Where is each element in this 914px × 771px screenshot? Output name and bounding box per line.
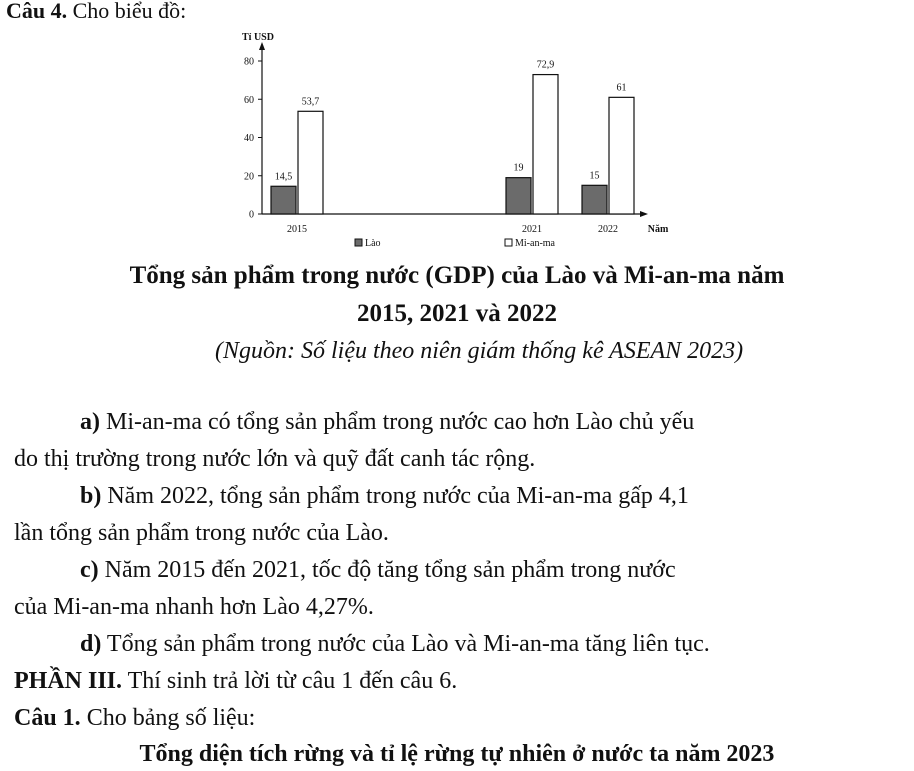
statement-b-label: b) xyxy=(80,483,102,509)
part-3-heading xyxy=(14,668,457,695)
x-tick-label-2015: 2015 xyxy=(287,224,307,235)
x-axis-title: Năm xyxy=(647,224,669,235)
statement-a-line-1 xyxy=(80,409,694,436)
x-tick-label-2021: 2021 xyxy=(522,224,542,235)
statement-a-line-2: do thị trường trong nước lớn và quỹ đất canh tác rộng. xyxy=(14,446,536,472)
question-1-heading xyxy=(14,705,255,732)
y-axis-arrow xyxy=(259,42,265,50)
statement-b-line-2: lần tổng sản phẩm trong nước của Lào. xyxy=(14,520,389,546)
legend-swatch-myanmar xyxy=(505,239,512,246)
data-label-myanmar-2015: 53,7 xyxy=(301,96,320,108)
table-title: Tổng diện tích rừng và tỉ lệ rừng tự nhiên ở nước ta năm 2023 xyxy=(139,741,775,767)
legend-swatch-laos xyxy=(355,239,362,246)
bar-myanmar-2021 xyxy=(533,75,558,214)
statement-c-line-1 xyxy=(80,557,676,584)
y-tick-label: 0 xyxy=(249,209,254,221)
legend-label-myanmar: Mi-an-ma xyxy=(515,238,555,249)
gdp-bar-chart xyxy=(0,0,914,260)
part-3-text: Thí sinh trả lời từ câu 1 đến câu 6. xyxy=(122,668,458,694)
question-prompt: Cho biểu đồ: xyxy=(72,0,187,23)
y-tick-label: 80 xyxy=(244,56,254,68)
statement-d-line-1 xyxy=(80,631,710,658)
data-label-laos-2022: 15 xyxy=(589,170,600,182)
chart-caption-line-1: Tổng sản phẩm trong nước (GDP) của Lào và Mi-an-ma năm xyxy=(129,262,785,289)
part-3-label: PHẦN III. xyxy=(14,668,123,694)
y-tick-label: 20 xyxy=(244,171,254,183)
x-axis-arrow xyxy=(640,211,648,217)
question-1-text: Cho bảng số liệu: xyxy=(80,705,256,731)
bar-laos-2022 xyxy=(582,185,607,214)
statement-b-line-1 xyxy=(80,483,689,510)
statement-a-text-1: Mi-an-ma có tổng sản phẩm trong nước cao hơn Lào chủ yếu xyxy=(100,409,695,435)
y-tick-label: 40 xyxy=(244,133,254,144)
data-label-laos-2015: 14,5 xyxy=(274,171,293,183)
question-1-label: Câu 1. xyxy=(14,705,81,731)
statement-a-label: a) xyxy=(80,409,100,435)
bar-laos-2015 xyxy=(271,186,296,214)
statement-c-text-1: Năm 2015 đến 2021, tốc độ tăng tổng sản phẩm trong nước xyxy=(98,557,676,583)
x-tick-label-2022: 2022 xyxy=(598,224,618,235)
data-label-myanmar-2021: 72,9 xyxy=(536,59,555,71)
question-number: Câu 4. xyxy=(6,0,68,23)
y-axis-title: Tỉ USD xyxy=(242,32,274,43)
chart-caption-line-2: 2015, 2021 và 2022 xyxy=(357,300,557,327)
statement-c-line-2: của Mi-an-ma nhanh hơn Lào 4,27%. xyxy=(14,594,374,620)
statement-d-label: d) xyxy=(80,631,102,657)
chart-source: (Nguồn: Số liệu theo niên giám thống kê ASEAN 2023) xyxy=(215,338,744,364)
legend-label-laos: Lào xyxy=(365,238,381,249)
data-label-myanmar-2022: 61 xyxy=(616,82,627,94)
bar-myanmar-2015 xyxy=(298,111,323,214)
y-tick-label: 60 xyxy=(244,94,254,106)
bar-myanmar-2022 xyxy=(609,97,634,214)
statement-b-text-1: Năm 2022, tổng sản phẩm trong nước của Mi-an-ma gấp 4,1 xyxy=(101,483,689,509)
statement-d-text-1: Tổng sản phẩm trong nước của Lào và Mi-an-ma tăng liên tục. xyxy=(101,631,710,657)
statement-c-label: c) xyxy=(80,557,99,583)
bar-laos-2021 xyxy=(506,178,531,214)
data-label-laos-2021: 19 xyxy=(513,162,524,174)
